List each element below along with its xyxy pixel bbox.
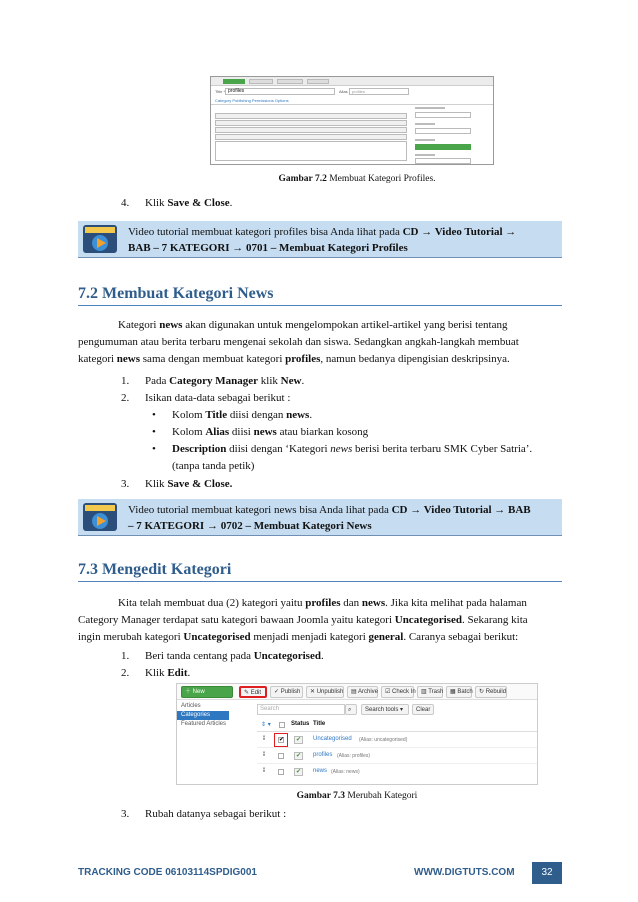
page-number: 32 xyxy=(532,862,562,884)
edit-button: ✎ Edit xyxy=(239,686,267,698)
sidebar-item-featured-articles: Featured Articles xyxy=(181,721,227,727)
section-heading-7-3: 7.3 Mengedit Kategori xyxy=(78,561,232,578)
step-number: 2. xyxy=(121,667,130,679)
published-icon: ✔ xyxy=(295,768,302,775)
search-tools-button: Search tools ▾ xyxy=(361,704,409,715)
heading-underline xyxy=(78,581,562,582)
step-7-2-2: Isikan data-data sebagai berikut : xyxy=(145,392,291,404)
step-7-2-3: Klik Save & Close. xyxy=(145,478,233,490)
joomla-sidebar xyxy=(177,702,229,729)
title-column-header: Title xyxy=(313,721,326,727)
status-column-header: Status xyxy=(291,721,310,727)
sort-icon: ⇕ ▾ xyxy=(261,722,271,728)
paragraph-7-3: Kita telah membuat dua (2) kategori yaitu profiles dan news. Jika kita melihat pada halaman Category Manager terdapat satu kategori bawaan Joomla yaitu kategori Uncategorised. Sekarang kita ingin merubah kategori Uncategorised menjadi menjadi kategori general. Caranya sebagai berikut: xyxy=(78,597,528,643)
bullet: • xyxy=(152,409,156,421)
rebuild-button: ↻ Rebuild xyxy=(475,686,507,698)
video-tutorial-box-1 xyxy=(78,221,562,258)
video-player-icon xyxy=(82,502,118,532)
video-box-2-line-2: – 7 KATEGORI → 0702 – Membuat Kategori News xyxy=(128,520,372,532)
drag-handle-icon: ⁞ xyxy=(263,768,265,774)
figure-7-2-screenshot xyxy=(210,76,494,165)
footer-tracking-code: TRACKING CODE 06103114SPDIG001 xyxy=(78,867,257,878)
check-in-button: ☑ Check In xyxy=(381,686,414,698)
bullet: • xyxy=(152,443,156,455)
batch-button: ▦ Batch xyxy=(446,686,472,698)
bullet-alias: Kolom Alias diisi news atau biarkan kosong xyxy=(172,426,369,438)
figure-title-input: profiles xyxy=(225,88,335,95)
row-title: news xyxy=(313,768,328,774)
new-button: ＋ New xyxy=(181,686,233,698)
video-player-icon xyxy=(82,224,118,254)
figure-7-2-caption: Gambar 7.2 Membuat Kategori Profiles. xyxy=(278,174,436,184)
heading-underline xyxy=(78,305,562,306)
bullet-description: Description diisi dengan ‘Kategori news berisi berita terbaru SMK Cyber Satria’. xyxy=(172,443,533,455)
step-7-3-2: Klik Edit. xyxy=(145,667,191,679)
figure-7-3-screenshot xyxy=(176,683,538,785)
figure-7-3-caption: Gambar 7.3 Merubah Kategori xyxy=(296,791,418,801)
bullet-description-note: (tanpa tanda petik) xyxy=(172,460,255,472)
row-title: profiles xyxy=(313,752,333,758)
drag-handle-icon: ⁞ xyxy=(263,736,265,742)
figure-toolbar xyxy=(211,77,493,86)
select-all-checkbox xyxy=(279,722,285,728)
step-number: 1. xyxy=(121,375,130,387)
step-7-3-1: Beri tanda centang pada Uncategorised. xyxy=(145,650,324,662)
clear-button: Clear xyxy=(412,704,434,715)
step-number: 2. xyxy=(121,392,130,404)
figure-tabs: Category Publishing Permissions Options xyxy=(215,98,289,103)
footer-website: WWW.DIGTUTS.COM xyxy=(414,867,515,878)
drag-handle-icon: ⁞ xyxy=(263,752,265,758)
video-box-2-line-1: Video tutorial membuat kategori news bisa Anda lihat pada CD → Video Tutorial → BAB xyxy=(128,504,531,516)
search-input: Search xyxy=(257,704,345,715)
figure-title-label: Title * xyxy=(215,89,226,94)
row-alias: (Alias: uncategorised) xyxy=(359,737,408,743)
step-number: 1. xyxy=(121,650,130,662)
row-alias: (Alias: news) xyxy=(331,769,360,775)
row-checkbox xyxy=(278,769,284,775)
published-icon: ✔ xyxy=(295,736,302,743)
step-number: 3. xyxy=(121,478,130,490)
row-checkbox-checked: ✔ xyxy=(279,737,285,743)
step-4-text: Klik Save & Close. xyxy=(145,197,233,209)
figure-alias-input: profiles xyxy=(349,88,409,95)
trash-button: ▥ Trash xyxy=(417,686,443,698)
section-heading-7-2: 7.2 Membuat Kategori News xyxy=(78,285,274,302)
step-number: 3. xyxy=(121,808,130,820)
search-icon: ⌕ xyxy=(345,704,357,715)
bullet-title: Kolom Title diisi dengan news. xyxy=(172,409,313,421)
joomla-toolbar xyxy=(177,684,537,700)
unpublish-button: ✕ Unpublish xyxy=(306,686,344,698)
step-7-2-1: Pada Category Manager klik New. xyxy=(145,375,305,387)
published-icon: ✔ xyxy=(295,752,302,759)
row-alias: (Alias: profiles) xyxy=(337,753,371,759)
video-box-1-line-1: Video tutorial membuat kategori profiles bisa Anda lihat pada CD → Video Tutorial → xyxy=(128,226,517,238)
figure-alias-label: Alias xyxy=(339,89,348,94)
step-number: 4. xyxy=(121,197,130,209)
step-7-3-3: Rubah datanya sebagai berikut : xyxy=(145,808,287,820)
bullet: • xyxy=(152,426,156,438)
row-checkbox xyxy=(278,753,284,759)
publish-button: ✓ Publish xyxy=(270,686,303,698)
video-tutorial-box-2 xyxy=(78,499,562,536)
row-title: Uncategorised xyxy=(313,736,352,742)
video-box-1-line-2: BAB – 7 KATEGORI → 0701 – Membuat Kategori Profiles xyxy=(128,242,408,254)
archive-button: ▤ Archive xyxy=(347,686,378,698)
sidebar-item-categories: Categories xyxy=(177,711,229,720)
paragraph-7-2: Kategori news akan digunakan untuk mengelompokan artikel-artikel yang berisi tentang pengumuman atau berita terbaru mengenai sekolah dan siswa. Sedangkan angkah-langkah membuat kategori news sama dengan membuat kategori profiles, namun bedanya dipengisian deskripsinya. xyxy=(78,319,519,365)
sidebar-item-articles: Articles xyxy=(181,703,201,709)
